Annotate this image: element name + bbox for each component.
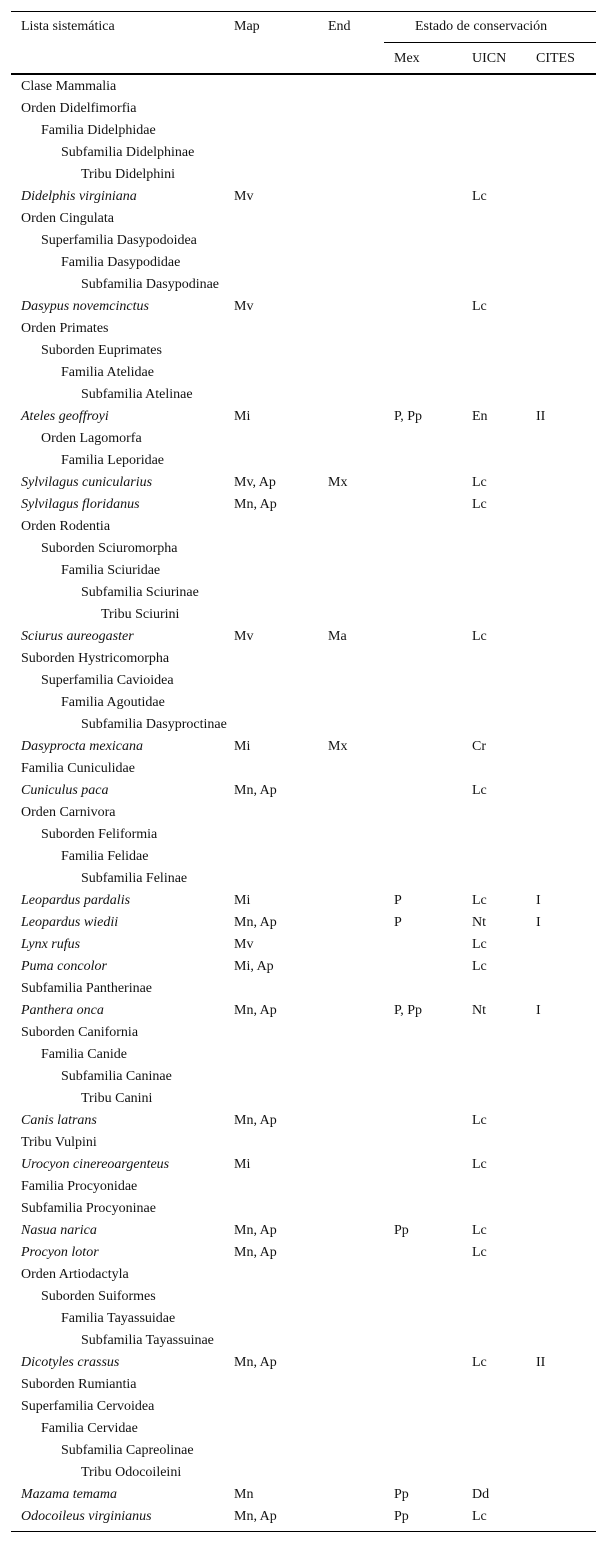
table-row bbox=[11, 406, 596, 428]
table-row bbox=[11, 1462, 596, 1484]
table-row bbox=[11, 846, 596, 868]
table-row bbox=[11, 186, 596, 208]
header-lista: Lista sistemática bbox=[21, 19, 115, 34]
map-cell: Mv bbox=[234, 189, 254, 204]
table-row bbox=[11, 1308, 596, 1330]
table-row bbox=[11, 516, 596, 538]
taxon-name: Subfamilia Atelinae bbox=[81, 387, 193, 402]
table-row bbox=[11, 978, 596, 1000]
mex-cell: Pp bbox=[394, 1509, 409, 1524]
species-name: Sciurus aureogaster bbox=[21, 629, 134, 644]
map-cell: Mn, Ap bbox=[234, 497, 277, 512]
taxon-name: Subfamilia Didelphinae bbox=[61, 145, 195, 160]
species-name: Mazama temama bbox=[21, 1487, 118, 1502]
taxon-name: Familia Leporidae bbox=[61, 453, 165, 468]
map-cell: Mv bbox=[234, 299, 254, 314]
table-row bbox=[11, 76, 596, 98]
table-row bbox=[11, 802, 596, 824]
table-row bbox=[11, 1044, 596, 1066]
taxon-name: Orden Didelfimorfia bbox=[21, 101, 137, 116]
map-cell: Mn, Ap bbox=[234, 1223, 277, 1238]
header-mex: Mex bbox=[394, 51, 420, 66]
table-top-rule bbox=[11, 11, 596, 12]
table-row bbox=[11, 648, 596, 670]
uicn-cell: Lc bbox=[472, 497, 487, 512]
taxon-name: Orden Artiodactyla bbox=[21, 1267, 129, 1282]
taxon-name: Familia Felidae bbox=[61, 849, 149, 864]
map-cell: Mn, Ap bbox=[234, 783, 277, 798]
taxon-name: Orden Primates bbox=[21, 321, 109, 336]
uicn-cell: Lc bbox=[472, 475, 487, 490]
table-row bbox=[11, 1286, 596, 1308]
taxon-name: Orden Rodentia bbox=[21, 519, 111, 534]
species-name: Sylvilagus floridanus bbox=[21, 497, 140, 512]
map-cell: Mn, Ap bbox=[234, 1355, 277, 1370]
taxon-name: Tribu Didelphini bbox=[81, 167, 175, 182]
map-cell: Mn bbox=[234, 1487, 254, 1502]
cites-cell: I bbox=[536, 915, 541, 930]
taxon-name: Suborden Rumiantia bbox=[21, 1377, 137, 1392]
table-row bbox=[11, 1176, 596, 1198]
table-row bbox=[11, 1352, 596, 1374]
map-cell: Mv bbox=[234, 937, 254, 952]
table-row bbox=[11, 450, 596, 472]
table-row bbox=[11, 912, 596, 934]
species-name: Ateles geoffroyi bbox=[21, 409, 109, 424]
taxon-name: Familia Atelidae bbox=[61, 365, 154, 380]
table-row bbox=[11, 780, 596, 802]
map-cell: Mn, Ap bbox=[234, 1509, 277, 1524]
table-row bbox=[11, 1242, 596, 1264]
species-name: Procyon lotor bbox=[21, 1245, 99, 1260]
mex-cell: P, Pp bbox=[394, 409, 423, 424]
taxon-name: Tribu Odocoileini bbox=[81, 1465, 182, 1480]
uicn-cell: Cr bbox=[472, 739, 486, 754]
species-name: Leopardus wiedii bbox=[21, 915, 119, 930]
table-row bbox=[11, 362, 596, 384]
header-cites: CITES bbox=[536, 51, 575, 66]
mex-cell: Pp bbox=[394, 1223, 409, 1238]
table-row bbox=[11, 824, 596, 846]
taxon-name: Subfamilia Capreolinae bbox=[61, 1443, 194, 1458]
species-name: Cuniculus paca bbox=[21, 783, 109, 798]
end-cell: Mx bbox=[328, 475, 348, 490]
map-cell: Mi bbox=[234, 893, 251, 908]
table-row bbox=[11, 164, 596, 186]
taxon-name: Orden Lagomorfa bbox=[41, 431, 142, 446]
taxon-name: Subfamilia Tayassuinae bbox=[81, 1333, 214, 1348]
table-bottom-rule bbox=[11, 1531, 596, 1532]
table-row bbox=[11, 934, 596, 956]
taxon-name: Tribu Vulpini bbox=[21, 1135, 97, 1150]
taxon-name: Familia Cuniculidae bbox=[21, 761, 135, 776]
species-name: Canis latrans bbox=[21, 1113, 97, 1128]
taxon-name: Superfamilia Dasypodoidea bbox=[41, 233, 197, 248]
map-cell: Mv bbox=[234, 629, 254, 644]
table-row bbox=[11, 714, 596, 736]
taxon-name: Tribu Sciurini bbox=[101, 607, 180, 622]
species-name: Urocyon cinereoargenteus bbox=[21, 1157, 170, 1172]
species-name: Dasypus novemcinctus bbox=[21, 299, 149, 314]
taxon-name: Suborden Canifornia bbox=[21, 1025, 139, 1040]
taxon-name: Subfamilia Procyoninae bbox=[21, 1201, 156, 1216]
table-row bbox=[11, 626, 596, 648]
table-row bbox=[11, 120, 596, 142]
species-name: Panthera onca bbox=[21, 1003, 104, 1018]
uicn-cell: Lc bbox=[472, 1355, 487, 1370]
taxon-name: Orden Cingulata bbox=[21, 211, 114, 226]
table-row bbox=[11, 868, 596, 890]
uicn-cell: Lc bbox=[472, 1509, 487, 1524]
header-bottom-rule bbox=[11, 73, 596, 75]
taxon-name: Superfamilia Cervoidea bbox=[21, 1399, 155, 1414]
taxon-name: Superfamilia Cavioidea bbox=[41, 673, 174, 688]
taxon-name: Subfamilia Dasypodinae bbox=[81, 277, 220, 292]
species-name: Dicotyles crassus bbox=[21, 1355, 120, 1370]
mex-cell: P bbox=[394, 915, 402, 930]
map-cell: Mi bbox=[234, 409, 251, 424]
table-row bbox=[11, 692, 596, 714]
uicn-cell: Dd bbox=[472, 1487, 490, 1502]
species-name: Dasyprocta mexicana bbox=[21, 739, 143, 754]
species-name: Sylvilagus cunicularius bbox=[21, 475, 153, 490]
uicn-cell: Lc bbox=[472, 1113, 487, 1128]
mex-cell: Pp bbox=[394, 1487, 409, 1502]
taxon-name: Suborden Sciuromorpha bbox=[41, 541, 178, 556]
table-row bbox=[11, 1396, 596, 1418]
table-row bbox=[11, 274, 596, 296]
species-name: Nasua narica bbox=[21, 1223, 97, 1238]
table-row bbox=[11, 1132, 596, 1154]
table-row bbox=[11, 1374, 596, 1396]
taxon-name: Clase Mammalia bbox=[21, 79, 117, 94]
table-row bbox=[11, 1000, 596, 1022]
header-group-rule bbox=[384, 42, 596, 43]
species-name: Lynx rufus bbox=[21, 937, 81, 952]
end-cell: Mx bbox=[328, 739, 348, 754]
map-cell: Mi bbox=[234, 1157, 251, 1172]
map-cell: Mn, Ap bbox=[234, 915, 277, 930]
table-row bbox=[11, 1484, 596, 1506]
table-row bbox=[11, 604, 596, 626]
uicn-cell: Lc bbox=[472, 189, 487, 204]
taxon-name: Suborden Suiformes bbox=[41, 1289, 156, 1304]
table-row bbox=[11, 1110, 596, 1132]
taxon-name: Orden Carnivora bbox=[21, 805, 116, 820]
taxon-name: Subfamilia Pantherinae bbox=[21, 981, 153, 996]
taxon-name: Subfamilia Caninae bbox=[61, 1069, 172, 1084]
table-row bbox=[11, 252, 596, 274]
table-row bbox=[11, 560, 596, 582]
table-row bbox=[11, 1022, 596, 1044]
map-cell: Mn, Ap bbox=[234, 1113, 277, 1128]
table-row bbox=[11, 1066, 596, 1088]
table-row bbox=[11, 142, 596, 164]
table-row bbox=[11, 890, 596, 912]
table-row bbox=[11, 208, 596, 230]
cites-cell: II bbox=[536, 1355, 546, 1370]
uicn-cell: Nt bbox=[472, 1003, 486, 1018]
end-cell: Ma bbox=[328, 629, 347, 644]
table-row bbox=[11, 538, 596, 560]
map-cell: Mi bbox=[234, 739, 251, 754]
species-name: Didelphis virginiana bbox=[21, 189, 137, 204]
taxon-name: Subfamilia Felinae bbox=[81, 871, 188, 886]
taxon-name: Subfamilia Sciurinae bbox=[81, 585, 199, 600]
species-name: Leopardus pardalis bbox=[21, 893, 131, 908]
uicn-cell: Lc bbox=[472, 1245, 487, 1260]
species-name: Puma concolor bbox=[21, 959, 107, 974]
uicn-cell: Nt bbox=[472, 915, 486, 930]
taxon-name: Suborden Euprimates bbox=[41, 343, 162, 358]
taxon-name: Familia Sciuridae bbox=[61, 563, 161, 578]
taxon-name: Familia Procyonidae bbox=[21, 1179, 138, 1194]
map-cell: Mi, Ap bbox=[234, 959, 274, 974]
mex-cell: P bbox=[394, 893, 402, 908]
uicn-cell: Lc bbox=[472, 1223, 487, 1238]
uicn-cell: Lc bbox=[472, 959, 487, 974]
map-cell: Mn, Ap bbox=[234, 1003, 277, 1018]
table-row bbox=[11, 98, 596, 120]
taxon-name: Familia Didelphidae bbox=[41, 123, 156, 138]
table-row bbox=[11, 318, 596, 340]
taxon-name: Subfamilia Dasyproctinae bbox=[81, 717, 227, 732]
taxon-name: Suborden Hystricomorpha bbox=[21, 651, 170, 666]
table-row bbox=[11, 340, 596, 362]
table-row bbox=[11, 1418, 596, 1440]
header-estado: Estado de conservación bbox=[415, 19, 548, 34]
taxon-name: Familia Canide bbox=[41, 1047, 127, 1062]
table-row bbox=[11, 1506, 596, 1528]
uicn-cell: Lc bbox=[472, 783, 487, 798]
table-row bbox=[11, 736, 596, 758]
header-end: End bbox=[328, 19, 351, 34]
header-uicn: UICN bbox=[472, 51, 507, 66]
taxon-name: Suborden Feliformia bbox=[41, 827, 158, 842]
table-row bbox=[11, 758, 596, 780]
taxon-name: Familia Tayassuidae bbox=[61, 1311, 176, 1326]
cites-cell: I bbox=[536, 1003, 541, 1018]
table-row bbox=[11, 384, 596, 406]
table-row bbox=[11, 230, 596, 252]
uicn-cell: En bbox=[472, 409, 488, 424]
table-row bbox=[11, 670, 596, 692]
table-row bbox=[11, 472, 596, 494]
map-cell: Mn, Ap bbox=[234, 1245, 277, 1260]
table-row bbox=[11, 296, 596, 318]
table-row bbox=[11, 494, 596, 516]
table-row bbox=[11, 1088, 596, 1110]
table-row bbox=[11, 582, 596, 604]
taxon-name: Familia Agoutidae bbox=[61, 695, 165, 710]
table-row bbox=[11, 1154, 596, 1176]
table-row bbox=[11, 956, 596, 978]
mex-cell: P, Pp bbox=[394, 1003, 423, 1018]
cites-cell: II bbox=[536, 409, 546, 424]
table-row bbox=[11, 1198, 596, 1220]
map-cell: Mv, Ap bbox=[234, 475, 276, 490]
table-row bbox=[11, 1220, 596, 1242]
uicn-cell: Lc bbox=[472, 1157, 487, 1172]
cites-cell: I bbox=[536, 893, 541, 908]
uicn-cell: Lc bbox=[472, 893, 487, 908]
table-row bbox=[11, 1330, 596, 1352]
species-name: Odocoileus virginianus bbox=[21, 1509, 152, 1524]
table-row bbox=[11, 1440, 596, 1462]
uicn-cell: Lc bbox=[472, 629, 487, 644]
table-row bbox=[11, 428, 596, 450]
taxon-name: Familia Cervidae bbox=[41, 1421, 138, 1436]
table-row bbox=[11, 1264, 596, 1286]
uicn-cell: Lc bbox=[472, 937, 487, 952]
taxon-name: Tribu Canini bbox=[81, 1091, 153, 1106]
header-map: Map bbox=[234, 19, 260, 34]
taxon-name: Familia Dasypodidae bbox=[61, 255, 181, 270]
uicn-cell: Lc bbox=[472, 299, 487, 314]
